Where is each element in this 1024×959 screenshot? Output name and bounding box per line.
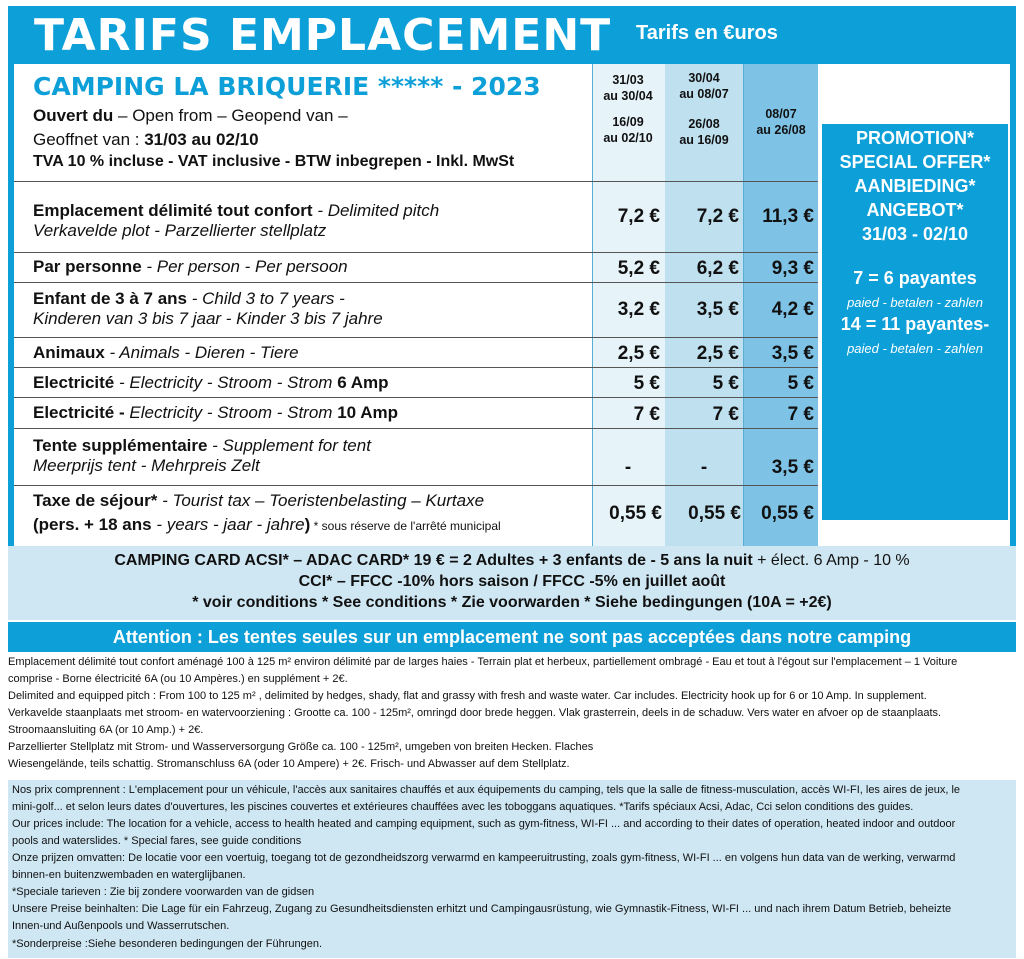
row-elec10-amp: 10 Amp	[337, 403, 398, 422]
divider	[14, 181, 818, 182]
promo-offer1-sub: paied - betalen - zahlen	[847, 295, 983, 310]
price-cell: 0,55 €	[761, 503, 814, 524]
price-cell: 5 €	[633, 373, 660, 394]
card-line1-bold: CAMPING CARD ACSI* – ADAC CARD* 19 € = 2 Adultes + 3 enfants de - 5 ans la nuit	[114, 552, 753, 569]
price-cell: 7 €	[787, 404, 814, 425]
includes-line: Nos prix comprennent : L'emplacement pour un véhicule, l'accès aux sanitaires chauffés et aux équipements du camping, tels que la salle de fitness-musculation, accès WI-FI, les aires de jeux, le	[12, 784, 961, 796]
includes-line: Innen-und Außenpools und Wasserrutschen.	[12, 920, 230, 932]
row-tax-trans1: - Tourist tax – Toeristenbelasting – Kurtaxe	[157, 491, 485, 510]
row-elec10-label: Electricité -	[33, 403, 125, 422]
detail-line: Wiesengelände, teils schattig. Stromanschluss 6A (oder 10 Ampere) + 2€. Frisch- und Abwasser auf dem Stellplatz.	[8, 758, 570, 770]
divider	[14, 367, 818, 368]
column-header-mid	[665, 70, 743, 148]
row-tent-label: Tente supplémentaire	[33, 436, 208, 455]
col3-date1: 08/07	[765, 107, 797, 121]
row-tent-trans1: - Supplement for tent	[207, 436, 371, 455]
divider	[14, 282, 818, 283]
row-elec6-trans1: - Electricity - Stroom - Strom	[114, 373, 338, 392]
detail-line: Emplacement délimité tout confort aménagé 100 à 125 m² environ délimité par de larges haies - Terrain plat et herbeux, partiellement ombragé - Eau et tout à l'égout sur l'emplacement – 1 Voiture	[8, 656, 958, 668]
col1-date3: 16/09	[612, 115, 644, 129]
column-header-low	[592, 72, 664, 146]
detail-line: Verkavelde staanplaats met stroom- en watervoorziening : Grootte ca. 100 - 125m², omringd door brede heggen. Vlak grasterrein, deels in de schaduw. Vers water en afvoer op de staanplaats.	[8, 707, 942, 719]
card-line1-normal: + élect. 6 Amp - 10 %	[752, 552, 910, 569]
promo-dates: 31/03 - 02/10	[861, 224, 969, 244]
promo-line4: ANGEBOT*	[866, 200, 964, 220]
row-animals-label: Animaux	[33, 343, 105, 362]
column-header-high	[744, 106, 818, 138]
open-translations: – Open from – Geopend van –	[113, 106, 348, 125]
row-pitch-label: Emplacement délimité tout confort	[33, 201, 313, 220]
price-cell: 5,2 €	[617, 258, 660, 279]
promo-offer2: 14 = 11 payantes-	[840, 314, 990, 334]
left-border	[8, 64, 14, 546]
detail-line: Parzellierter Stellplatz mit Strom- und Wasserversorgung Größe ca. 100 - 125m², umgeben von breiten Hecken. Flaches	[8, 741, 594, 753]
detail-line: comprise - Borne électricité 6A (ou 10 Ampères.) en supplément + 2€.	[8, 673, 348, 685]
card-line3: * voir conditions * See conditions * Zie voorwarden * Siehe bedingungen (10A = +2€)	[192, 594, 832, 611]
price-cell: 3,2 €	[617, 299, 660, 320]
row-tax-note: * sous réserve de l'arrêté municipal	[310, 519, 501, 533]
price-cell: 6,2 €	[696, 258, 739, 279]
col1-date1: 31/03	[612, 73, 644, 87]
price-cell: 7,2 €	[696, 206, 739, 227]
price-cell: 0,55 €	[688, 503, 741, 524]
price-cell: -	[624, 457, 632, 478]
row-elec6-label: Electricité	[33, 373, 115, 392]
includes-line: Unsere Preise beinhalten: Die Lage für ein Fahrzeug, Zugang zu Gesundheitsdiensten erhitzt und Campingausrüstung, wie Gymnastik-Fitness, WI-FI ... und nach ihrem Datum Betrieb, beheizte	[12, 903, 952, 915]
col2-date3: 26/08	[688, 117, 720, 131]
detail-line: Stroomaansluiting 6A (or 10 Amp.) + 2€.	[8, 724, 204, 736]
col2-date2: au 08/07	[679, 87, 729, 101]
row-tax-label2-end: )	[304, 515, 311, 534]
price-cell: 2,5 €	[617, 343, 660, 364]
col1-date4: au 02/10	[603, 131, 653, 145]
includes-line: mini-golf... et selon leurs dates d'ouvertures, les piscines couvertes et extérieures chauffées avec les toboggans aquatiques. *Tarifs spéciaux Acsi, Adac, Cci selon conditions des guides.	[12, 801, 914, 813]
page-title: TARIFS EMPLACEMENT	[34, 10, 612, 61]
divider	[14, 397, 818, 398]
currency-note: Tarifs en €uros	[636, 22, 778, 44]
row-electricity-6	[33, 373, 389, 393]
includes-line: pools and waterslides. * Special fares, see guide conditions	[12, 835, 302, 847]
attention-banner: Attention : Les tentes seules sur un emplacement ne sont pas acceptées dans notre camping	[8, 622, 1016, 652]
price-cell: 0,55 €	[609, 503, 662, 524]
divider	[14, 485, 818, 486]
row-tent-trans2: Meerprijs tent - Mehrpreis Zelt	[33, 456, 260, 475]
row-person-trans1: - Per person - Per persoon	[141, 257, 348, 276]
opening-dates-line	[33, 130, 259, 150]
opening-line	[33, 106, 348, 126]
promotion-box	[820, 122, 1010, 522]
price-cell: 7 €	[712, 404, 739, 425]
camping-name: CAMPING LA BRIQUERIE ***** - 2023	[33, 72, 541, 101]
includes-line: *Sonderpreise :Siehe besonderen bedingungen der Führungen.	[12, 938, 323, 950]
divider	[14, 428, 818, 429]
price-cell: 3,5 €	[771, 343, 814, 364]
detail-line: Delimited and equipped pitch : From 100 to 125 m² , delimited by hedges, shady, flat and grassy with fresh and waste water. Car includes. Electricity hook up for 6 or 10 Amp. In supplement.	[8, 690, 927, 702]
open-prefix: Geoffnet van :	[33, 130, 145, 149]
right-border	[1010, 64, 1016, 546]
price-cell: 9,3 €	[771, 258, 814, 279]
row-person	[33, 257, 348, 277]
promo-offer1: 7 = 6 payantes	[853, 268, 977, 288]
row-tax-trans2: - years - jaar - jahre	[151, 515, 305, 534]
price-cell: 5 €	[787, 373, 814, 394]
row-animals-trans1: - Animals - Dieren - Tiere	[104, 343, 299, 362]
promo-line3: AANBIEDING*	[854, 176, 976, 196]
row-elec6-amp: 6 Amp	[337, 373, 389, 392]
row-child	[33, 289, 383, 329]
promo-line2: SPECIAL OFFER*	[839, 152, 991, 172]
row-tax-label: Taxe de séjour*	[33, 491, 158, 510]
col2-date1: 30/04	[688, 71, 720, 85]
price-cell: 7 €	[633, 404, 660, 425]
header-band	[8, 6, 1016, 64]
row-pitch-trans1: - Delimited pitch	[312, 201, 440, 220]
discount-card-band	[8, 546, 1016, 620]
row-elec10-trans1: Electricity - Stroom - Strom	[124, 403, 338, 422]
row-child-label: Enfant de 3 à 7 ans	[33, 289, 187, 308]
price-cell: 5 €	[712, 373, 739, 394]
row-person-label: Par personne	[33, 257, 142, 276]
col2-date4: au 16/09	[679, 133, 729, 147]
promo-offer2-sub: paied - betalen - zahlen	[847, 341, 983, 356]
includes-line: Onze prijzen omvatten: De locatie voor een voertuig, toegang tot de gezondheidszorg verwarmd en kampeeruitrusting, zoals gym-fitness, WI-FI ... en volgens hun data van de werking, verwarmd	[12, 852, 956, 864]
row-extra-tent	[33, 436, 371, 476]
includes-line: Our prices include: The location for a vehicle, access to health heated and camping equipment, such as gym-fitness, WI-FI ... and according to their dates of operation, heated indoor and outdoor	[12, 818, 956, 830]
card-line2: CCI* – FFCC -10% hors saison / FFCC -5% en juillet août	[298, 573, 726, 590]
row-child-trans1: - Child 3 to 7 years -	[187, 289, 345, 308]
row-pitch-trans2: Verkavelde plot - Parzellierter stellplatz	[33, 221, 327, 240]
row-pitch	[33, 201, 439, 241]
row-tax-label2: (pers. + 18 ans	[33, 515, 152, 534]
price-cell: 7,2 €	[617, 206, 660, 227]
row-tourist-tax	[33, 489, 501, 538]
price-cell: -	[700, 457, 708, 478]
promo-line1: PROMOTION*	[855, 128, 974, 148]
row-electricity-10	[33, 403, 398, 423]
open-label: Ouvert du	[33, 106, 114, 125]
includes-line: *Speciale tarieven : Zie bij zondere voorwarden van de gidsen	[12, 886, 315, 898]
col3-date2: au 26/08	[756, 123, 806, 137]
price-cell: 3,5 €	[771, 457, 814, 478]
card-line1	[8, 552, 1016, 570]
price-cell: 11,3 €	[762, 206, 814, 227]
row-child-trans2: Kinderen van 3 bis 7 jaar - Kinder 3 bis 7 jahre	[33, 309, 383, 328]
divider	[14, 252, 818, 253]
price-cell: 2,5 €	[696, 343, 739, 364]
vat-note: TVA 10 % incluse - VAT inclusive - BTW inbegrepen - Inkl. MwSt	[33, 153, 515, 170]
includes-line: binnen-en buitenzwembaden en waterglijbanen.	[12, 869, 246, 881]
price-cell: 3,5 €	[696, 299, 739, 320]
col1-date2: au 30/04	[603, 89, 653, 103]
price-cell: 4,2 €	[771, 299, 814, 320]
divider	[14, 337, 818, 338]
open-dates: 31/03 au 02/10	[144, 130, 259, 149]
row-animals	[33, 343, 299, 363]
